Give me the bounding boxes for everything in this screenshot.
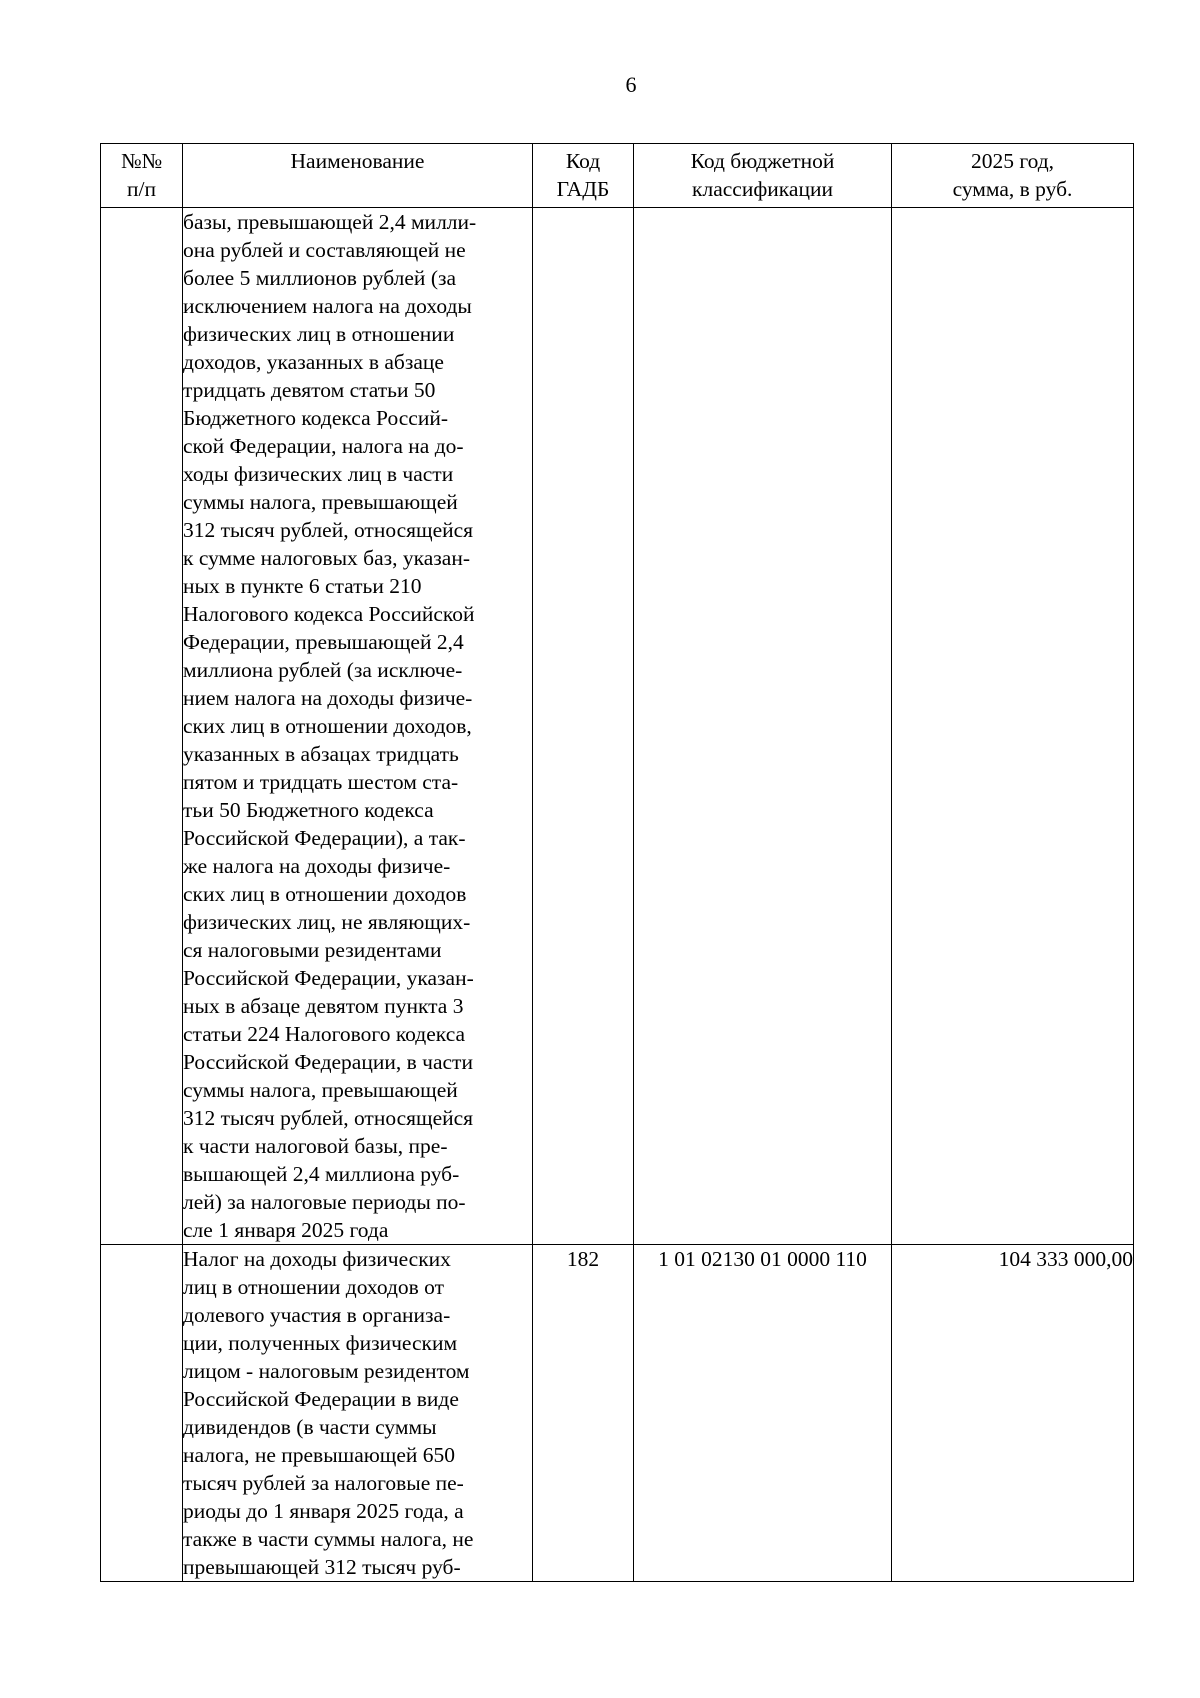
name-line: превышающей 312 тысяч руб- [183,1555,461,1579]
name-line: доходов, указанных в абзаце [183,350,444,374]
header-sum-line-1: 2025 год, [970,149,1055,173]
header-name-line-1: Наименование [290,149,425,173]
name-line: миллиона рублей (за исключе- [183,658,463,682]
name-line: ных в абзаце девятом пункта 3 [183,994,464,1018]
table-row [101,208,1134,1245]
header-kbk-line-2: классификации [692,177,833,201]
name-line: риоды до 1 января 2025 года, а [183,1499,464,1523]
table-row [101,1245,1134,1582]
row-sum-cell [892,208,1134,1245]
name-line: лиц в отношении доходов от [183,1275,445,1299]
name-line: указанных в абзацах тридцать [183,742,459,766]
name-line: ской Федерации, налога на до- [183,434,464,458]
table-header-row [101,144,1134,208]
name-line: ходы физических лиц в части [183,462,454,486]
row-num-cell [101,1245,183,1582]
name-line: тьи 50 Бюджетного кодекса [183,798,434,822]
name-line: базы, превышающей 2,4 милли- [183,210,477,234]
name-line: Российской Федерации в виде [183,1387,459,1411]
name-line: суммы налога, превышающей [183,1078,458,1102]
name-line: физических лиц, не являющих- [183,910,471,934]
name-line: суммы налога, превышающей [183,490,458,514]
header-sum [892,144,1134,208]
header-sum-line-2: сумма, в руб. [952,177,1073,201]
header-num [101,144,183,208]
name-line: налога, не превышающей 650 [183,1443,456,1467]
name-line: ции, полученных физическим [183,1331,458,1355]
name-line: долевого участия в организа- [183,1303,451,1327]
name-line: пятом и тридцать шестом ста- [183,770,459,794]
header-gadb-line-2: ГАДБ [556,177,610,201]
row-kbk-cell: 1 01 02130 01 0000 110 [634,1245,892,1582]
name-line: также в части суммы налога, не [183,1527,474,1551]
header-kbk-line-1: Код бюджетной [690,149,835,173]
header-gadb-line-1: Код [565,149,601,173]
name-line: тысяч рублей за налоговые пе- [183,1471,464,1495]
name-line: ских лиц в отношении доходов [183,882,467,906]
name-line: более 5 миллионов рублей (за [183,266,457,290]
name-line: дивидендов (в части суммы [183,1415,437,1439]
page-number: 6 [625,72,637,97]
name-line: ских лиц в отношении доходов, [183,714,472,738]
name-line: нием налога на доходы физиче- [183,686,473,710]
name-line: к сумме налоговых баз, указан- [183,546,470,570]
name-line: физических лиц в отношении [183,322,455,346]
name-line: ся налоговыми резидентами [183,938,442,962]
name-line: статьи 224 Налогового кодекса [183,1022,466,1046]
name-line: она рублей и составляющей не [183,238,466,262]
row-num-cell [101,208,183,1245]
header-num-line-1: №№ [120,149,163,173]
header-name [183,144,533,208]
name-line: Федерации, превышающей 2,4 [183,630,464,654]
name-line: 312 тысяч рублей, относящейся [183,518,474,542]
row-name-cell [183,208,533,1245]
name-line: Российской Федерации), а так- [183,826,466,850]
name-line: сле 1 января 2025 года [183,1218,389,1242]
budget-table [100,143,1134,1582]
name-line: к части налоговой базы, пре- [183,1134,448,1158]
name-line: же налога на доходы физиче- [183,854,451,878]
name-line: Российской Федерации, в части [183,1050,473,1074]
header-kbk [634,144,892,208]
name-line: тридцать девятом статьи 50 [183,378,436,402]
header-num-line-2: п/п [127,177,156,201]
name-line: Налог на доходы физических [183,1247,451,1271]
name-line: вышающей 2,4 миллиона руб- [183,1162,460,1186]
name-line: лей) за налоговые периоды по- [183,1190,466,1214]
row-kbk-cell [634,208,892,1245]
name-line: Российской Федерации, указан- [183,966,474,990]
name-line: Налогового кодекса Российской [183,602,475,626]
row-gadb-cell [533,208,634,1245]
header-gadb [533,144,634,208]
row-gadb-cell: 182 [533,1245,634,1582]
name-line: исключением налога на доходы [183,294,472,318]
row-sum-cell: 104 333 000,00 [892,1245,1134,1582]
table-body [101,208,1134,1582]
name-line: ных в пункте 6 статьи 210 [183,574,422,598]
name-line: лицом - налоговым резидентом [183,1359,470,1383]
row-name-cell [183,1245,533,1582]
name-line: Бюджетного кодекса Россий- [183,406,448,430]
name-line: 312 тысяч рублей, относящейся [183,1106,474,1130]
